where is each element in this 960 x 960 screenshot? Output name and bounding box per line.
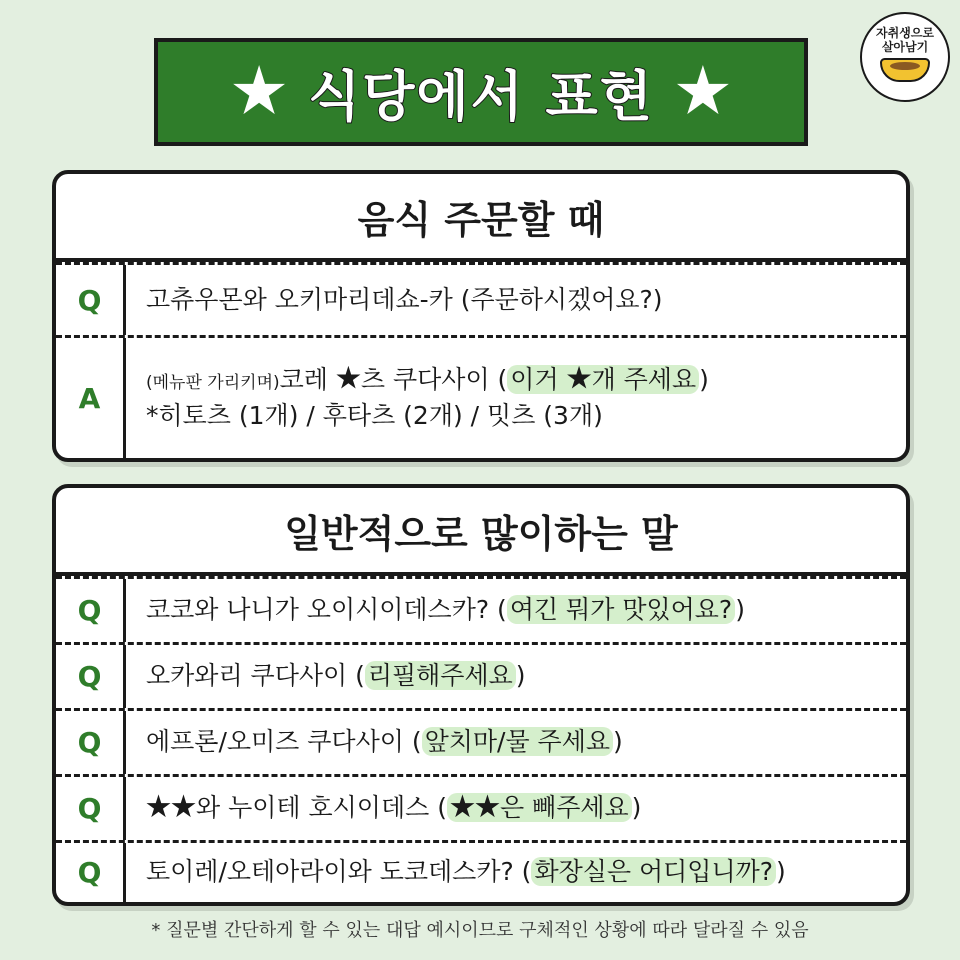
phrase-row [56, 576, 906, 642]
row-text: 와 누이테 호시이데스 ( 은 빼주세요 ) [126, 777, 906, 840]
section-heading: 일반적으로 많이하는 말 [56, 488, 906, 576]
row-text: 토이레/오테아라이와 도코데스카? ( 화장실은 어디입니까? ) [146, 857, 786, 887]
ordering-card [52, 170, 910, 462]
answer-jp-cont: 츠 쿠다사이 ( [360, 364, 508, 394]
phrase-ko: 화장실은 어디입니까? [531, 857, 776, 886]
phrase-ko: 은 빼주세요 [447, 793, 632, 822]
row-text: 오카와리 쿠다사이 ( 리필해주세요 ) [146, 661, 526, 691]
row-text: (메뉴판 가리키며)코레 츠 쿠다사이 ( 이거 개 주세요 ) *히토츠 (1개) / 후타츠 (2개) / 밋츠 (3개) [126, 338, 906, 458]
row-key: Q [56, 645, 126, 708]
section-heading: 음식 주문할 때 [56, 174, 906, 262]
question-text: 고츄우몬와 오키마리데쇼-카 (주문하시겠어요?) [146, 284, 663, 314]
row-text: 코코와 나니가 오이시이데스카? ( 여긴 뭐가 맛있어요? ) [146, 595, 745, 625]
phrase-row [56, 774, 906, 840]
bowl-icon [880, 58, 930, 82]
phrase-jp: 토이레/오테아라이와 도코데스카? ( [146, 857, 532, 887]
phrase-jp: 코코와 나니가 오이시이데스카? ( [146, 595, 507, 625]
row-key: Q [56, 711, 126, 774]
black-star-icon [567, 366, 592, 391]
black-star-icon [475, 794, 500, 819]
star-icon [676, 65, 730, 119]
phrase-row [56, 708, 906, 774]
row-key: Q [56, 777, 126, 840]
answer-jp: 코레 [279, 364, 328, 394]
phrase-ko: 리필해주세요 [365, 661, 516, 690]
answer-translation: 이거 개 주세요 [507, 365, 699, 394]
title-banner [154, 38, 808, 146]
qa-row-question [56, 262, 906, 335]
black-star-icon [171, 794, 196, 819]
phrase-row [56, 840, 906, 902]
phrase-jp: 와 누이테 호시이데스 ( [196, 793, 447, 823]
row-key: A [56, 338, 126, 458]
star-icon [232, 65, 286, 119]
logo-badge [860, 12, 950, 102]
row-key: Q [56, 265, 126, 335]
black-star-icon [336, 366, 361, 391]
phrase-ko: 앞치마/물 주세요 [422, 727, 613, 756]
qa-row-answer [56, 335, 906, 458]
phrase-jp: 에프론/오미즈 쿠다사이 ( [146, 727, 422, 757]
counting-examples: *히토츠 (1개) / 후타츠 (2개) / 밋츠 (3개) [146, 401, 603, 430]
footnote: * 질문별 간단하게 할 수 있는 대답 예시이므로 구체적인 상황에 따라 달라질 수 있음 [151, 920, 809, 941]
logo-text: 자취생으로 살아남기 [876, 26, 934, 54]
phrase-ko: 여긴 뭐가 맛있어요? [507, 595, 735, 624]
phrase-jp: 오카와리 쿠다사이 ( [146, 661, 365, 691]
row-key: Q [56, 579, 126, 642]
answer-note: (메뉴판 가리키며) [146, 372, 280, 393]
black-star-icon [450, 794, 475, 819]
row-text [126, 265, 906, 335]
row-key: Q [56, 843, 126, 902]
black-star-icon [146, 794, 171, 819]
row-text: 에프론/오미즈 쿠다사이 ( 앞치마/물 주세요 ) [146, 727, 623, 757]
page-title: 식당에서 표현 [308, 64, 654, 128]
common-phrases-card [52, 484, 910, 906]
phrase-row [56, 642, 906, 708]
